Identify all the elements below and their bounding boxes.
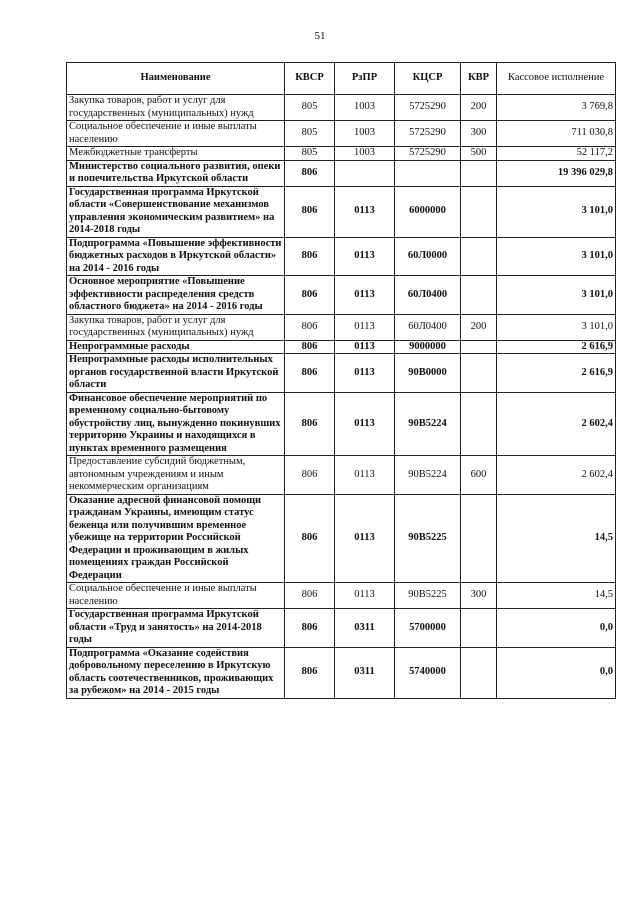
cell-kvsr: 806 (285, 392, 335, 456)
cell-kcsr: 9000000 (395, 340, 461, 354)
cell-amount: 2 602,4 (497, 392, 616, 456)
cell-rzpr: 0113 (335, 494, 395, 583)
cell-kvr: 500 (461, 147, 497, 161)
header-kvsr: КВСР (285, 63, 335, 95)
cell-amount: 3 101,0 (497, 237, 616, 276)
cell-kvr (461, 354, 497, 393)
cell-kvsr: 806 (285, 456, 335, 495)
cell-amount: 0,0 (497, 647, 616, 698)
cell-kvr (461, 609, 497, 648)
cell-kvsr: 806 (285, 314, 335, 340)
cell-kvsr: 806 (285, 340, 335, 354)
cell-rzpr: 0113 (335, 456, 395, 495)
cell-amount: 52 117,2 (497, 147, 616, 161)
cell-name: Межбюджетные трансферты (67, 147, 285, 161)
budget-execution-table (66, 62, 616, 699)
cell-name: Социальное обеспечение и иные выплаты населению (67, 121, 285, 147)
cell-name: Министерство социального развития, опеки и попечительства Иркутской области (67, 160, 285, 186)
table-row (67, 314, 616, 340)
cell-rzpr: 0311 (335, 609, 395, 648)
cell-name: Государственная программа Иркутской области «Совершенствование механизмов управления экономическим развитием» на 2014-2018 годы (67, 186, 285, 237)
cell-kvsr: 806 (285, 494, 335, 583)
cell-kcsr: 60Л0400 (395, 314, 461, 340)
cell-kvr: 300 (461, 583, 497, 609)
table-row (67, 354, 616, 393)
cell-kvr: 300 (461, 121, 497, 147)
cell-name: Непрограммные расходы исполнительных органов государственной власти Иркутской области (67, 354, 285, 393)
cell-kvr (461, 237, 497, 276)
table-row (67, 121, 616, 147)
table-row (67, 186, 616, 237)
header-kcsr: КЦСР (395, 63, 461, 95)
cell-kvr (461, 494, 497, 583)
table-row (67, 494, 616, 583)
cell-rzpr: 0113 (335, 186, 395, 237)
header-name: Наименование (67, 63, 285, 95)
page-number: 51 (314, 30, 326, 42)
cell-kvsr: 806 (285, 237, 335, 276)
cell-rzpr: 0113 (335, 276, 395, 315)
header-kvr: КВР (461, 63, 497, 95)
cell-kcsr: 60Л0400 (395, 276, 461, 315)
table-row (67, 392, 616, 456)
cell-kcsr: 90В0000 (395, 354, 461, 393)
cell-kvsr: 806 (285, 354, 335, 393)
cell-amount: 2 602,4 (497, 456, 616, 495)
cell-rzpr: 0113 (335, 314, 395, 340)
cell-kvsr: 805 (285, 147, 335, 161)
cell-amount: 3 101,0 (497, 276, 616, 315)
cell-kvsr: 806 (285, 186, 335, 237)
cell-kcsr: 6000000 (395, 186, 461, 237)
cell-name: Государственная программа Иркутской области «Труд и занятость» на 2014-2018 годы (67, 609, 285, 648)
cell-kcsr: 5725290 (395, 95, 461, 121)
cell-name: Закупка товаров, работ и услуг для государственных (муниципальных) нужд (67, 314, 285, 340)
cell-amount: 3 769,8 (497, 95, 616, 121)
cell-kcsr: 5740000 (395, 647, 461, 698)
cell-kcsr: 5700000 (395, 609, 461, 648)
cell-kvr: 200 (461, 95, 497, 121)
cell-kvsr: 806 (285, 276, 335, 315)
table-row (67, 456, 616, 495)
table-row (67, 583, 616, 609)
cell-kvr (461, 186, 497, 237)
cell-name: Предоставление субсидий бюджетным, автономным учреждениям и иным некоммерческим организациям (67, 456, 285, 495)
cell-kvr (461, 276, 497, 315)
header-rzpr: РзПР (335, 63, 395, 95)
cell-rzpr (335, 160, 395, 186)
cell-kvr (461, 392, 497, 456)
cell-name: Закупка товаров, работ и услуг для государственных (муниципальных) нужд (67, 95, 285, 121)
cell-kvsr: 806 (285, 583, 335, 609)
cell-rzpr: 0113 (335, 583, 395, 609)
cell-kvsr: 805 (285, 121, 335, 147)
cell-amount: 14,5 (497, 494, 616, 583)
cell-kcsr: 60Л0000 (395, 237, 461, 276)
cell-amount: 711 030,8 (497, 121, 616, 147)
cell-amount: 0,0 (497, 609, 616, 648)
cell-rzpr: 0113 (335, 392, 395, 456)
cell-kvr: 600 (461, 456, 497, 495)
cell-name: Оказание адресной финансовой помощи гражданам Украины, имеющим статус беженца или получившим временное убежище на территории Российской Федерации и проживающим в жилых помещениях граждан Российской Федерации (67, 494, 285, 583)
cell-rzpr: 0113 (335, 340, 395, 354)
cell-kcsr: 5725290 (395, 147, 461, 161)
cell-amount: 3 101,0 (497, 186, 616, 237)
cell-kvsr: 806 (285, 609, 335, 648)
cell-name: Социальное обеспечение и иные выплаты населению (67, 583, 285, 609)
cell-amount: 2 616,9 (497, 340, 616, 354)
table-row (67, 95, 616, 121)
cell-kvsr: 806 (285, 160, 335, 186)
cell-rzpr: 0113 (335, 237, 395, 276)
cell-name: Финансовое обеспечение мероприятий по временному социально-бытовому обустройству лиц, вынужденно покинувших территорию Украины и находящихся в пунктах временного размещения (67, 392, 285, 456)
cell-name: Подпрограмма «Оказание содействия добровольному переселению в Иркутскую область соотечественников, проживающих за рубежом» на 2014 - 2015 годы (67, 647, 285, 698)
cell-amount: 2 616,9 (497, 354, 616, 393)
cell-kvr: 200 (461, 314, 497, 340)
cell-amount: 14,5 (497, 583, 616, 609)
cell-name: Подпрограмма «Повышение эффективности бюджетных расходов в Иркутской области» на 2014 - 2016 годы (67, 237, 285, 276)
cell-name: Основное мероприятие «Повышение эффективности распределения средств областного бюджета» на 2014 - 2016 годы (67, 276, 285, 315)
cell-amount: 19 396 029,8 (497, 160, 616, 186)
cell-rzpr: 1003 (335, 147, 395, 161)
cell-kvr (461, 160, 497, 186)
table-row (67, 647, 616, 698)
cell-name: Непрограммные расходы (67, 340, 285, 354)
cell-rzpr: 1003 (335, 95, 395, 121)
cell-rzpr: 0113 (335, 354, 395, 393)
cell-kvsr: 805 (285, 95, 335, 121)
table-row (67, 160, 616, 186)
table-header-row (67, 63, 616, 95)
cell-kcsr: 90В5224 (395, 392, 461, 456)
table-row (67, 340, 616, 354)
cell-kvr (461, 647, 497, 698)
cell-rzpr: 1003 (335, 121, 395, 147)
cell-amount: 3 101,0 (497, 314, 616, 340)
header-execution: Кассовое исполнение (497, 63, 616, 95)
cell-kcsr: 90В5225 (395, 494, 461, 583)
cell-kvr (461, 340, 497, 354)
cell-kcsr: 5725290 (395, 121, 461, 147)
cell-kcsr (395, 160, 461, 186)
cell-kcsr: 90В5225 (395, 583, 461, 609)
table-row (67, 237, 616, 276)
table-row (67, 147, 616, 161)
table-row (67, 609, 616, 648)
cell-kvsr: 806 (285, 647, 335, 698)
cell-kcsr: 90В5224 (395, 456, 461, 495)
cell-rzpr: 0311 (335, 647, 395, 698)
table-row (67, 276, 616, 315)
